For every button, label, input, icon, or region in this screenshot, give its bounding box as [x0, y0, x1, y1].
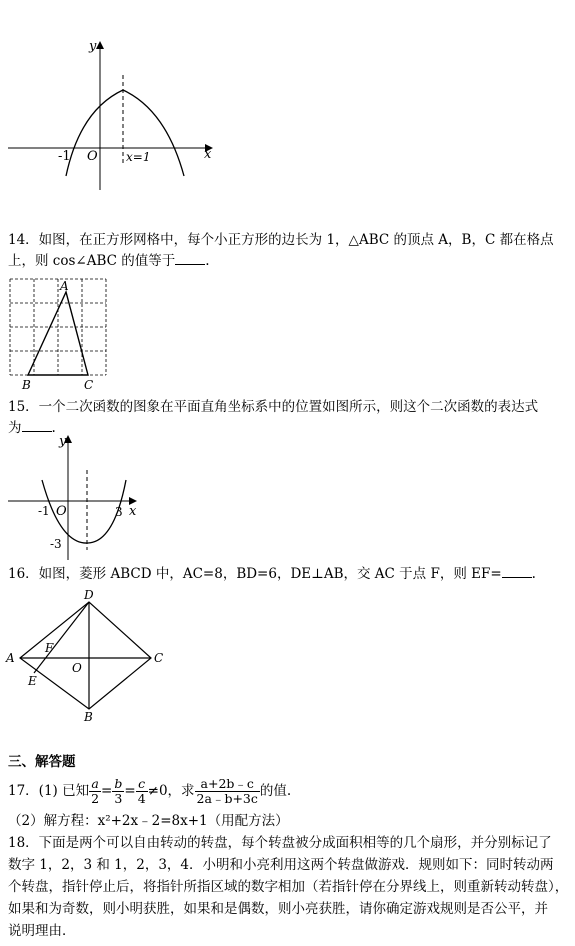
q17-neq: ≠0，求 — [147, 783, 195, 799]
fig15-curve — [42, 480, 126, 543]
fig15-three: 3 — [115, 505, 123, 519]
q17-frac-b — [112, 777, 124, 806]
q14-answer-blank[interactable] — [175, 250, 205, 265]
q14-line2-end: . — [205, 253, 210, 269]
q17-frac-a-num: a — [89, 777, 101, 792]
fig16-label-e: E — [28, 674, 37, 688]
q16-line — [8, 563, 536, 585]
fig15-y-label: y — [59, 434, 67, 449]
q17-suffix: 的值. — [259, 783, 292, 799]
fig13-y-label: y — [89, 39, 97, 54]
q17-frac-b-den: 3 — [114, 791, 123, 806]
q17-prefix: 17．(1) 已知 — [8, 783, 90, 799]
fig13-x-label: x — [204, 147, 212, 162]
fig16-label-f: F — [45, 641, 54, 655]
q16-answer-blank[interactable] — [502, 563, 532, 578]
q17-frac-c-num: c — [136, 777, 148, 792]
q17-expression-num: a+2b﹣c — [195, 777, 260, 792]
fig15-parabola-graph — [0, 430, 150, 562]
q17-expression — [195, 777, 260, 806]
fig16-label-d: D — [84, 588, 94, 602]
q18-line5: 说明理由． — [8, 923, 76, 939]
q15-line1: 15．一个二次函数的图象在平面直角坐标系中的位置如图所示，则这个二次函数的表达式 — [8, 399, 539, 415]
fig16-label-a: A — [6, 651, 15, 665]
fig15-origin: O — [56, 504, 67, 519]
q17-frac-a-den: 2 — [91, 791, 100, 806]
fig14-label-c: C — [84, 378, 94, 392]
fig13-axis-label: x=1 — [126, 150, 151, 164]
q14-line2 — [8, 250, 210, 272]
q14-line2-text: 上，则 cos∠ABC 的值等于 — [8, 253, 176, 269]
fig13-neg-one: -1 — [58, 149, 71, 164]
q17-frac-b-num: b — [114, 776, 123, 791]
q17-frac-c-den: 4 — [137, 791, 146, 806]
q18-line3: 个转盘，指针停止后，将指针所指区域的数字相加（若指针停在分界线上，则重新转动转盘）， — [8, 879, 569, 895]
q16-end: . — [531, 566, 536, 582]
fig14-grid — [10, 279, 106, 375]
q18-line1: 18．下面是两个可以自由转动的转盘，每个转盘被分成面积相等的几个扇形，并分别标记了 — [8, 835, 552, 851]
q18-line4: 如果和为奇数，则小明获胜，如果和是偶数，则小亮获胜，请你确定游戏规则是否公平，并 — [8, 901, 548, 917]
fig14-label-a: A — [60, 279, 69, 293]
q17-part2: （2）解方程：x²+2x﹣2=8x+1（用配方法） — [8, 813, 289, 829]
q17-part1: 17．(1) 已知 $\frac{a}{2}$ = $\frac{b}{3}$ = $\frac{c}{4}$ ≠0，求 $\frac{a+2b﹣c}{2a﹣b+3c}$ 的值. — [8, 776, 292, 806]
fig14-grid-triangle — [0, 272, 120, 396]
fig15-neg-one: -1 — [38, 504, 50, 518]
fig16-label-b: B — [84, 710, 93, 724]
section3-title: 三、解答题 — [8, 754, 76, 770]
q17-expression-den: 2a﹣b+3c — [196, 791, 258, 806]
fig15-neg-three: -3 — [50, 537, 62, 551]
q17-frac-a — [89, 777, 101, 806]
fig16-label-c: C — [154, 651, 164, 665]
fig15-x-label: x — [129, 504, 137, 519]
fig13-curve — [66, 90, 184, 176]
q14-line1: 14．如图，在正方形网格中，每个小正方形的边长为 1，△ABC 的顶点 A，B，C 都在格点 — [8, 232, 554, 248]
q17-frac-c — [136, 777, 148, 806]
fig16-rhombus — [20, 602, 151, 709]
q16-text: 16．如图，菱形 ABCD 中，AC=8，BD=6，DE⊥AB，交 AC 于点 F，则 EF= — [8, 566, 502, 582]
fig16-label-o: O — [72, 661, 82, 675]
q18-line2: 数字 1，2，3 和 1，2，3，4．小明和小亮利用这两个转盘做游戏．规则如下：同时转动两 — [8, 857, 554, 873]
q15-line2-end: . — [51, 420, 56, 436]
fig16-rhombus-diagram — [0, 585, 180, 727]
fig13-origin: O — [87, 149, 98, 164]
fig13-parabola-graph — [0, 30, 230, 190]
q15-line2-text: 为 — [8, 420, 22, 436]
fig14-label-b: B — [22, 378, 31, 392]
